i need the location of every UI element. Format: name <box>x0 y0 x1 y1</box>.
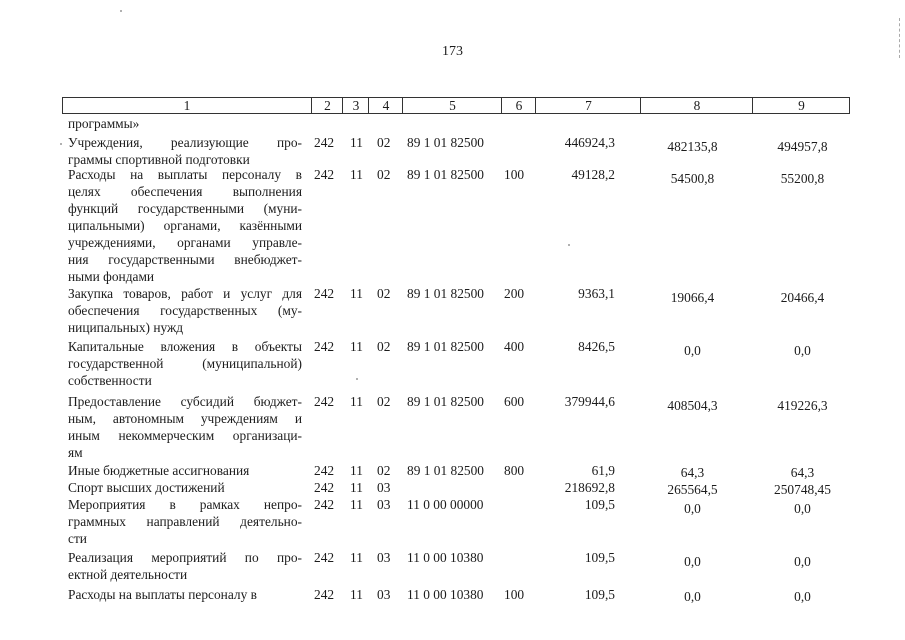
cell-col-7: 446924,3 <box>564 135 615 150</box>
cell-col-4: 03 <box>377 480 391 495</box>
cell-col-8: 482135,8 <box>667 139 718 154</box>
table-row <box>0 496 905 547</box>
cell-col-9: 0,0 <box>794 343 811 358</box>
scan-speck <box>356 378 358 380</box>
cell-col-4: 03 <box>377 587 391 602</box>
cell-col-8: 0,0 <box>684 589 701 604</box>
cell-col-8: 0,0 <box>684 343 701 358</box>
row-description <box>68 479 302 496</box>
description-line: иным некоммерческим организаци- <box>68 428 302 443</box>
cell-col-4: 02 <box>377 135 391 150</box>
description-line: целях обеспечения выполнения <box>68 184 302 199</box>
description-line: собственности <box>68 373 152 388</box>
description-line: государственной (муниципальной) <box>68 356 302 371</box>
cell-col-3: 11 <box>350 167 363 182</box>
description-line: граммных направлений деятельно- <box>68 514 302 529</box>
header-col-6: 6 <box>501 98 536 113</box>
table-row <box>0 134 905 168</box>
cell-col-9: 20466,4 <box>780 290 825 305</box>
header-col-4: 4 <box>368 98 403 113</box>
description-line: ниципальных) нужд <box>68 320 184 335</box>
header-col-8: 8 <box>640 98 753 113</box>
cell-col-5: 89 1 01 82500 <box>407 394 484 409</box>
cell-col-5: 11 0 00 10380 <box>407 550 484 565</box>
cell-col-8: 408504,3 <box>667 398 718 413</box>
cell-col-2: 242 <box>314 463 335 478</box>
cell-col-4: 02 <box>377 167 391 182</box>
cell-col-6: 100 <box>504 587 525 602</box>
cell-col-2: 242 <box>314 394 335 409</box>
cell-col-8: 0,0 <box>684 501 701 516</box>
cell-col-2: 242 <box>314 167 335 182</box>
description-line: Закупка товаров, работ и услуг для <box>68 286 302 301</box>
row-description <box>68 115 302 132</box>
description-line: Реализация мероприятий по про- <box>68 550 302 565</box>
cell-col-3: 11 <box>350 394 363 409</box>
cell-col-4: 03 <box>377 550 391 565</box>
cell-col-6: 200 <box>504 286 525 301</box>
description-line: граммы спортивной подготовки <box>68 152 250 167</box>
description-line: Мероприятия в рамках непро- <box>68 497 302 512</box>
description-line: ными фондами <box>68 269 155 284</box>
description-line: обеспечения государственных (му- <box>68 303 302 318</box>
table-row <box>0 338 905 389</box>
header-col-3: 3 <box>342 98 369 113</box>
cell-col-9: 250748,45 <box>774 482 831 497</box>
cell-col-8: 19066,4 <box>670 290 715 305</box>
cell-col-7: 109,5 <box>584 550 615 565</box>
cell-col-7: 49128,2 <box>571 167 615 182</box>
row-description <box>68 549 302 583</box>
description-line: программы» <box>68 116 140 131</box>
scan-edge-mark <box>899 18 903 58</box>
description-line: Иные бюджетные ассигнования <box>68 463 250 478</box>
cell-col-2: 242 <box>314 497 335 512</box>
cell-col-4: 02 <box>377 463 391 478</box>
cell-col-6: 800 <box>504 463 525 478</box>
cell-col-5: 89 1 01 82500 <box>407 167 484 182</box>
cell-col-7: 379944,6 <box>564 394 615 409</box>
description-line: Учреждения, реализующие про- <box>68 135 302 150</box>
description-line: учреждениями, органами управле- <box>68 235 302 250</box>
description-line: ципальными) органами, казёнными <box>68 218 302 233</box>
cell-col-3: 11 <box>350 497 363 512</box>
cell-col-9: 0,0 <box>794 501 811 516</box>
cell-col-4: 02 <box>377 339 391 354</box>
scan-speck <box>120 10 122 12</box>
cell-col-3: 11 <box>350 587 363 602</box>
description-line: Расходы на выплаты персоналу в <box>68 167 302 182</box>
row-description <box>68 134 302 168</box>
description-line: ным, автономным учреждениям и <box>68 411 302 426</box>
cell-col-3: 11 <box>350 463 363 478</box>
cell-col-4: 02 <box>377 394 391 409</box>
cell-col-3: 11 <box>350 339 363 354</box>
cell-col-5: 89 1 01 82500 <box>407 286 484 301</box>
header-col-5: 5 <box>402 98 502 113</box>
table-header-row <box>62 97 850 114</box>
cell-col-5: 89 1 01 82500 <box>407 135 484 150</box>
cell-col-9: 64,3 <box>790 465 815 480</box>
table-row <box>0 479 905 496</box>
header-col-1: 1 <box>183 98 191 113</box>
description-line: сти <box>68 531 87 546</box>
scan-speck <box>60 143 62 145</box>
table-row <box>0 393 905 461</box>
cell-col-9: 494957,8 <box>777 139 828 154</box>
row-description <box>68 338 302 389</box>
cell-col-3: 11 <box>350 550 363 565</box>
table-row <box>0 586 905 603</box>
row-description <box>68 462 302 479</box>
cell-col-6: 100 <box>504 167 525 182</box>
cell-col-7: 9363,1 <box>578 286 615 301</box>
description-line: ния государственными внебюджет- <box>68 252 302 267</box>
description-line: Капитальные вложения в объекты <box>68 339 302 354</box>
table-row <box>0 115 905 132</box>
cell-col-5: 11 0 00 00000 <box>407 497 484 512</box>
cell-col-3: 11 <box>350 135 363 150</box>
cell-col-6: 600 <box>504 394 525 409</box>
page-number: 173 <box>442 44 463 59</box>
header-col-2: 2 <box>311 98 343 113</box>
row-description <box>68 586 302 603</box>
row-description <box>68 393 302 461</box>
cell-col-9: 55200,8 <box>780 171 825 186</box>
cell-col-8: 0,0 <box>684 554 701 569</box>
cell-col-5: 11 0 00 10380 <box>407 587 484 602</box>
cell-col-5: 89 1 01 82500 <box>407 339 484 354</box>
cell-col-8: 54500,8 <box>670 171 715 186</box>
row-description <box>68 496 302 547</box>
description-line: Расходы на выплаты персоналу в <box>68 587 257 602</box>
cell-col-2: 242 <box>314 135 335 150</box>
description-line: Спорт высших достижений <box>68 480 225 495</box>
cell-col-3: 11 <box>350 480 363 495</box>
row-description <box>68 166 302 285</box>
row-description <box>68 285 302 336</box>
description-line: Предоставление субсидий бюджет- <box>68 394 302 409</box>
cell-col-2: 242 <box>314 587 335 602</box>
cell-col-2: 242 <box>314 286 335 301</box>
cell-col-5: 89 1 01 82500 <box>407 463 484 478</box>
cell-col-6: 400 <box>504 339 525 354</box>
scan-speck <box>568 244 570 246</box>
cell-col-2: 242 <box>314 480 335 495</box>
table-row <box>0 549 905 583</box>
description-line: ектной деятельности <box>68 567 188 582</box>
cell-col-9: 0,0 <box>794 589 811 604</box>
cell-col-9: 0,0 <box>794 554 811 569</box>
cell-col-2: 242 <box>314 550 335 565</box>
description-line: ям <box>68 445 83 460</box>
cell-col-3: 11 <box>350 286 363 301</box>
cell-col-7: 218692,8 <box>564 480 615 495</box>
cell-col-2: 242 <box>314 339 335 354</box>
header-col-9: 9 <box>752 98 850 113</box>
cell-col-9: 419226,3 <box>777 398 828 413</box>
cell-col-7: 109,5 <box>584 587 615 602</box>
cell-col-8: 64,3 <box>680 465 705 480</box>
description-line: функций государственными (муни- <box>68 201 302 216</box>
cell-col-7: 61,9 <box>591 463 615 478</box>
header-col-7: 7 <box>535 98 641 113</box>
table-row <box>0 285 905 336</box>
cell-col-4: 02 <box>377 286 391 301</box>
cell-col-7: 109,5 <box>584 497 615 512</box>
cell-col-8: 265564,5 <box>667 482 718 497</box>
cell-col-4: 03 <box>377 497 391 512</box>
cell-col-7: 8426,5 <box>578 339 615 354</box>
table-row <box>0 166 905 285</box>
table-row <box>0 462 905 479</box>
